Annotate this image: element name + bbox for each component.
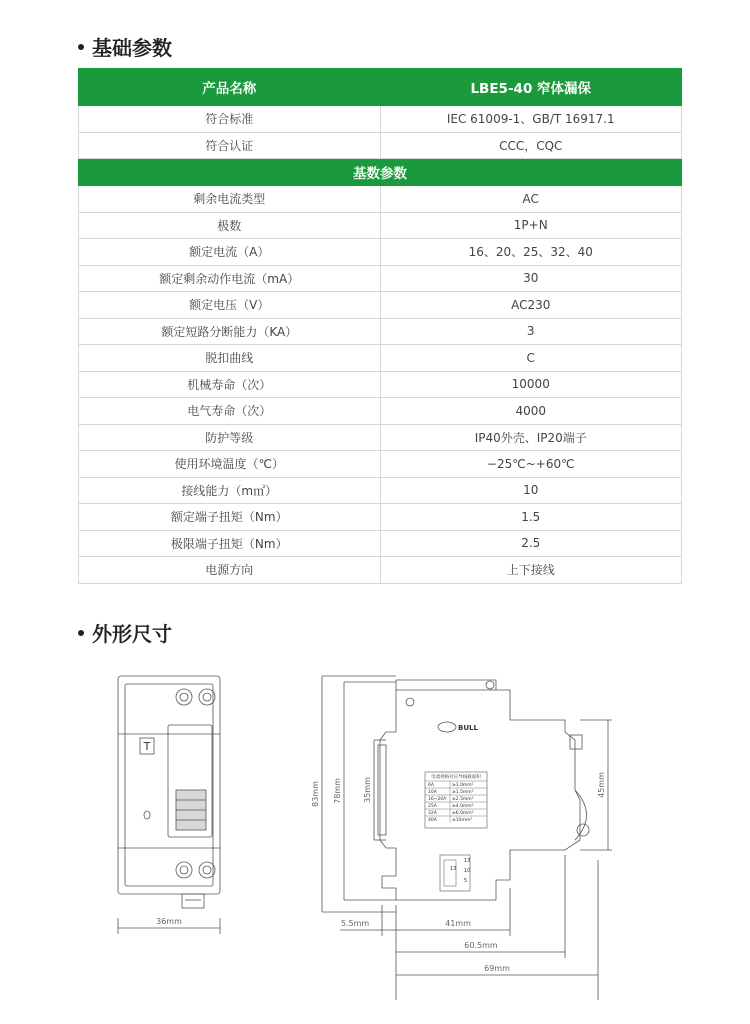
table-header-row: [79, 69, 682, 106]
table-row: [79, 451, 682, 478]
section-title-basic-params: [78, 32, 172, 61]
handle-pivot: [577, 824, 589, 836]
brand-label: BULL: [458, 724, 478, 732]
rating-label-rating: 25A: [428, 804, 437, 809]
table-row: [79, 132, 682, 159]
table-row: [79, 212, 682, 239]
table-row: [79, 345, 682, 372]
row-label: 额定剩余动作电流（mA）: [79, 265, 381, 292]
row-value: 上下接线: [380, 557, 682, 584]
row-value: 1.5: [380, 504, 682, 531]
din-rail-slot: [378, 745, 386, 835]
table-row: [79, 530, 682, 557]
dimension-label-41: 41mm: [445, 919, 471, 928]
bullet-dot-icon: [78, 630, 84, 636]
row-label: 使用环境温度（℃）: [79, 451, 381, 478]
row-label: 符合标准: [79, 106, 381, 133]
row-label: 接线能力（m㎡）: [79, 477, 381, 504]
dimension-label-5-5: 5.5mm: [340, 919, 370, 928]
table-row: [79, 371, 682, 398]
front-view-body-outline: [118, 676, 220, 894]
section-title-text: 外形尺寸: [92, 622, 172, 646]
table-row: [79, 557, 682, 584]
table-row: [79, 318, 682, 345]
strip-gauge-label: 13: [450, 866, 457, 872]
row-label: 电源方向: [79, 557, 381, 584]
table-row: [79, 239, 682, 266]
row-value: 10: [380, 477, 682, 504]
screw-head-icon: [203, 693, 211, 701]
rating-label-rating: 32A: [428, 811, 437, 816]
table-subheader-row: [79, 159, 682, 186]
row-label: 极限端子扭矩（Nm）: [79, 530, 381, 557]
row-value: 3: [380, 318, 682, 345]
rating-label-rating: 6A: [428, 783, 434, 788]
row-value: IP40外壳、IP20端子: [380, 424, 682, 451]
row-label: 防护等级: [79, 424, 381, 451]
table-subheader-label: 基数参数: [79, 159, 682, 186]
strip-gauge-mark: 13: [464, 858, 471, 864]
table-row: [79, 265, 682, 292]
table-header-value: LBE5-40 窄体漏保: [380, 69, 682, 106]
row-value: AC: [380, 186, 682, 213]
row-label: 脱扣曲线: [79, 345, 381, 372]
rating-label-wire: ≥10mm²: [452, 818, 473, 823]
dimension-label-45: 45mm: [597, 772, 606, 798]
strip-gauge-slot: [444, 860, 456, 886]
front-view: [118, 676, 220, 934]
rating-label-wire: ≥2.5mm²: [452, 797, 474, 802]
row-value: C: [380, 345, 682, 372]
section-title-text: 基础参数: [92, 36, 172, 60]
row-value: 10000: [380, 371, 682, 398]
dimension-label-60-5: 60.5mm: [464, 941, 498, 950]
screw-side-icon: [486, 681, 494, 689]
strip-gauge-mark: 10: [464, 868, 471, 874]
bull-logo-icon: [438, 722, 456, 732]
row-label: 额定电流（A）: [79, 239, 381, 266]
rail-clip: [182, 894, 204, 908]
screw-terminal-icon: [176, 689, 192, 705]
table-row: [79, 504, 682, 531]
side-view: [311, 676, 612, 1000]
table-row: [79, 424, 682, 451]
spec-table: [78, 68, 682, 584]
rating-label-title: 电流规格对应导线截面积: [431, 775, 481, 780]
section-title-dimensions: [78, 618, 172, 647]
row-label: 剩余电流类型: [79, 186, 381, 213]
dimension-drawing: [0, 650, 750, 1024]
row-label: 电气寿命（次）: [79, 398, 381, 425]
row-value: 16、20、25、32、40: [380, 239, 682, 266]
table-row: [79, 186, 682, 213]
rating-label-wire: ≥1.5mm²: [452, 790, 474, 795]
row-value: 4000: [380, 398, 682, 425]
screw-side-icon: [406, 698, 414, 706]
front-view-inner-outline: [125, 684, 213, 886]
row-value: 30: [380, 265, 682, 292]
table-row: [79, 106, 682, 133]
table-row: [79, 477, 682, 504]
row-value: 2.5: [380, 530, 682, 557]
row-value: 1P+N: [380, 212, 682, 239]
strip-gauge-mark: 5: [464, 878, 468, 884]
screw-head-icon: [180, 866, 188, 874]
row-label: 符合认证: [79, 132, 381, 159]
dimension-label-69: 69mm: [484, 964, 510, 973]
dimension-label-35: 35mm: [363, 777, 372, 803]
screw-head-icon: [203, 866, 211, 874]
rating-label-wire: ≥6.0mm²: [452, 811, 474, 816]
row-label: 机械寿命（次）: [79, 371, 381, 398]
screw-head-icon: [180, 693, 188, 701]
rating-label-wire: ≥4.0mm²: [452, 804, 474, 809]
screw-terminal-icon: [176, 862, 192, 878]
dimension-label-83: 83mm: [311, 781, 320, 807]
side-view-body-outline: [380, 680, 580, 900]
rating-label-wire: ≥1.0mm²: [452, 783, 474, 788]
table-row: [79, 398, 682, 425]
row-value: −25℃~+60℃: [380, 451, 682, 478]
bullet-dot-icon: [78, 44, 84, 50]
test-button-label: T: [143, 740, 151, 753]
table-row: [79, 292, 682, 319]
dimension-label-78: 78mm: [333, 778, 342, 804]
dimension-label-width: 36mm: [156, 917, 182, 926]
handle-arc: [575, 790, 587, 840]
table-header-label: 产品名称: [79, 69, 381, 106]
rating-label-rating: 40A: [428, 818, 437, 823]
row-label: 额定电压（V）: [79, 292, 381, 319]
indicator-window: [144, 811, 150, 819]
row-value: CCC，CQC: [380, 132, 682, 159]
row-value: AC230: [380, 292, 682, 319]
row-value: IEC 61009-1、GB/T 16917.1: [380, 106, 682, 133]
rating-label-rating: 16~20A: [428, 797, 447, 802]
row-label: 额定端子扭矩（Nm）: [79, 504, 381, 531]
row-label: 极数: [79, 212, 381, 239]
row-label: 额定短路分断能力（KA）: [79, 318, 381, 345]
rating-label-rating: 10A: [428, 790, 437, 795]
